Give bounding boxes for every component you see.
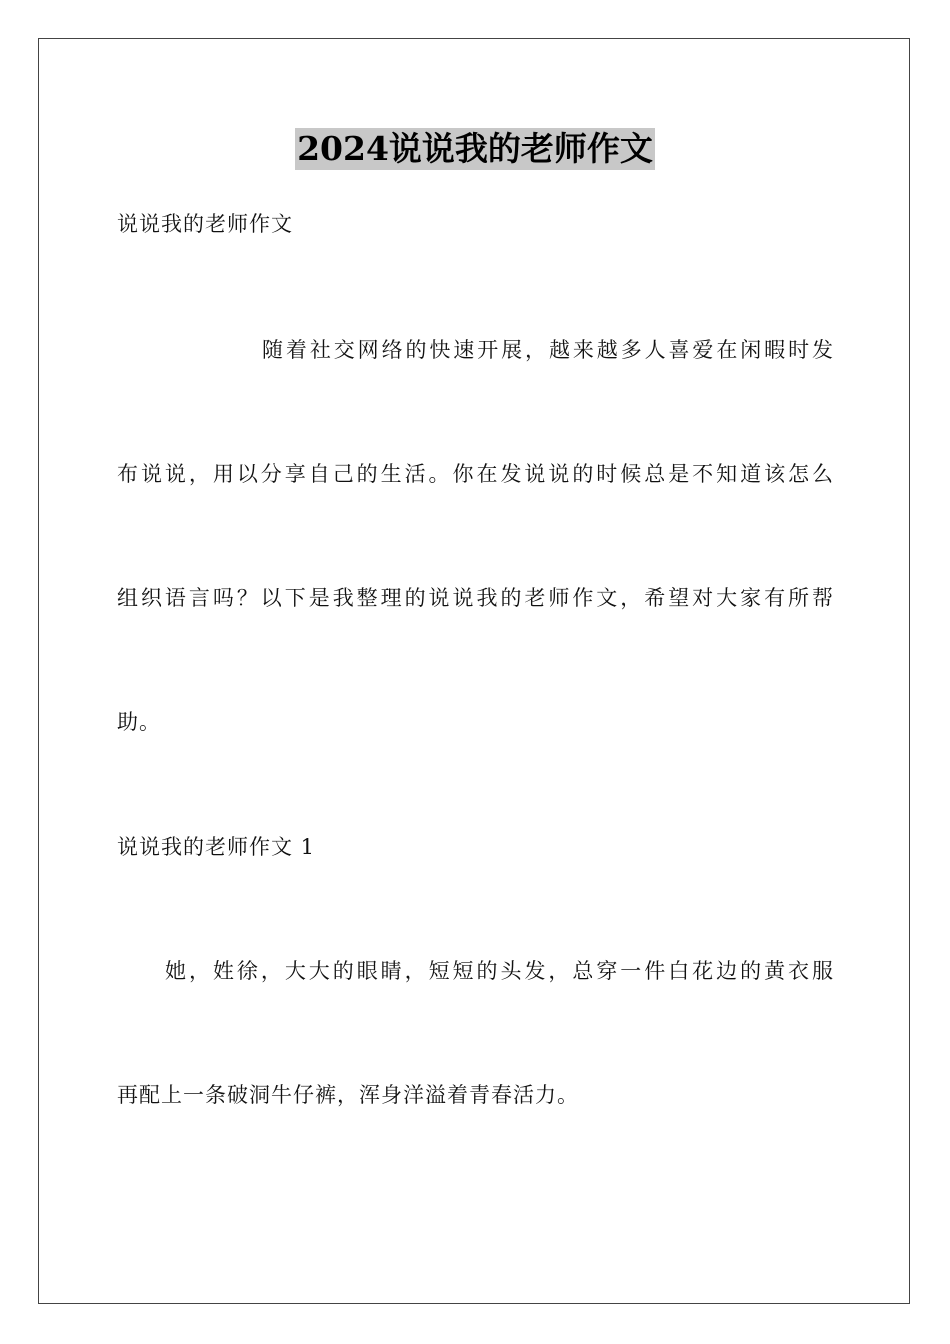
intro-line-1: 随着社交网络的快速开展，越来越多人喜爱在闲暇时发 xyxy=(262,338,833,362)
section-heading: 说说我的老师作文 1 xyxy=(117,835,316,859)
intro-line-3: 组织语言吗？以下是我整理的说说我的老师作文，希望对大家有所帮 xyxy=(117,586,833,610)
document-subtitle: 说说我的老师作文 xyxy=(117,212,293,236)
body-line-2: 再配上一条破洞牛仔裤，浑身洋溢着青春活力。 xyxy=(117,1083,579,1107)
body-line-1: 她，姓徐，大大的眼睛，短短的头发，总穿一件白花边的黄衣服 xyxy=(165,959,833,983)
intro-line-4: 助。 xyxy=(117,710,161,734)
document-title: 2024说说我的老师作文 xyxy=(297,129,653,168)
title-container xyxy=(0,128,950,170)
intro-line-2: 布说说，用以分享自己的生活。你在发说说的时候总是不知道该怎么 xyxy=(117,462,833,486)
